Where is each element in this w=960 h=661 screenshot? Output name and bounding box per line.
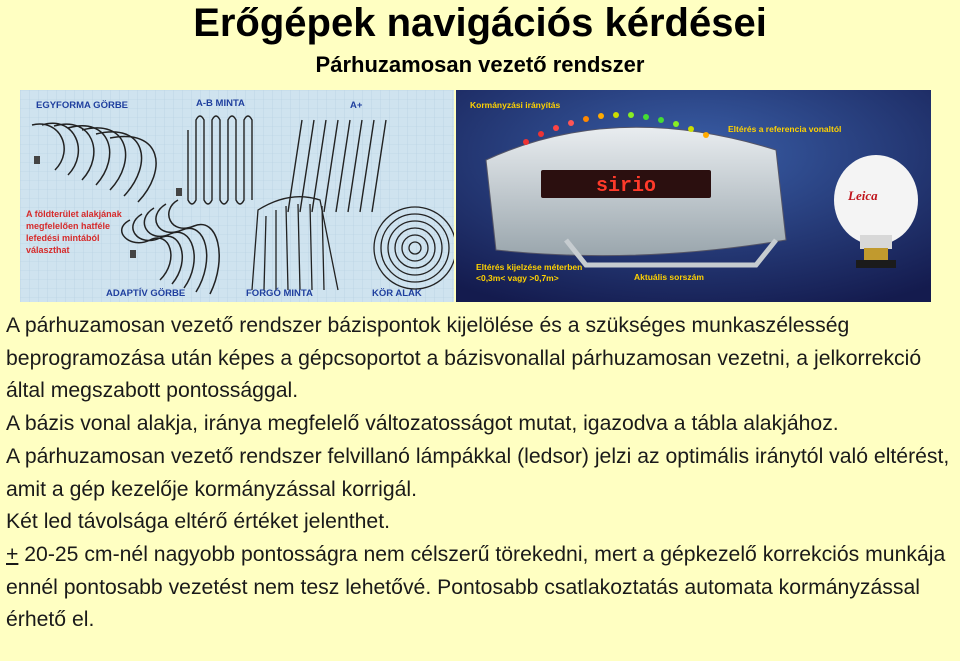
label-display-info: Eltérés kijelzése méterben <0,3m< vagy >0,7m>	[476, 262, 583, 283]
body-text	[6, 310, 958, 637]
paragraph-4: Két led távolsága eltérő értéket jelenthet.	[6, 510, 390, 534]
label-deviation: Eltérés a referencia vonaltól	[728, 124, 842, 134]
paragraph-5-text: 20-25 cm-nél nagyobb pontosságra nem célszerű törekedni, mert a gépkezelő korrekciós munkája ennél pontosabb vezetést nem tesz lehetővé. Pontosabb csatlakoztatás automata kormányzással érhető el.	[6, 542, 946, 632]
guidance-patterns-drawing	[20, 90, 454, 302]
page-subtitle: Párhuzamosan vezető rendszer	[315, 52, 645, 77]
label-ab-pattern: A-B MINTA	[196, 98, 245, 109]
label-identical-curve: EGYFORMA GÖRBE	[36, 100, 129, 111]
label-adaptive-curve: ADAPTÍV GÖRBE	[106, 288, 186, 299]
label-steering: Kormányzási irányítás	[470, 100, 561, 110]
page-title: Erőgépek navigációs kérdései	[193, 1, 767, 45]
paragraph-5	[6, 539, 958, 637]
plus-minus-symbol: +	[6, 542, 19, 566]
guidance-patterns-figure	[20, 90, 454, 302]
antenna-brand-logo: Leica	[848, 188, 878, 203]
led-display-text: sirio	[595, 175, 657, 198]
paragraph-2: A bázis vonal alakja, iránya megfelelő változatosságot mutat, igazodva a tábla alakjához.	[6, 412, 839, 436]
label-a-plus: A+	[350, 100, 363, 111]
label-rotating-pattern: FORGÓ MINTA	[246, 288, 313, 299]
figure-caption: A földterület alakjának megfelelően hatféle lefedési mintából választhat	[26, 209, 122, 255]
lightbar-device-figure	[456, 90, 931, 302]
label-row-number: Aktuális sorszám	[634, 272, 704, 282]
paragraph-3: A párhuzamosan vezető rendszer felvillanó lámpákkal (ledsor) jelzi az optimális iránytól való eltérést, amit a gép kezelője kormányzással korrigál.	[6, 444, 950, 501]
label-circle-shape: KÖR ALAK	[372, 288, 422, 299]
paragraph-1: A párhuzamosan vezető rendszer bázispontok kijelölése és a szükséges munkaszélesség beprogramozása után képes a gépcsoportot a bázisvonallal párhuzamosan vezetni, a jelkorrekció által megszabott pontossággal.	[6, 314, 922, 403]
